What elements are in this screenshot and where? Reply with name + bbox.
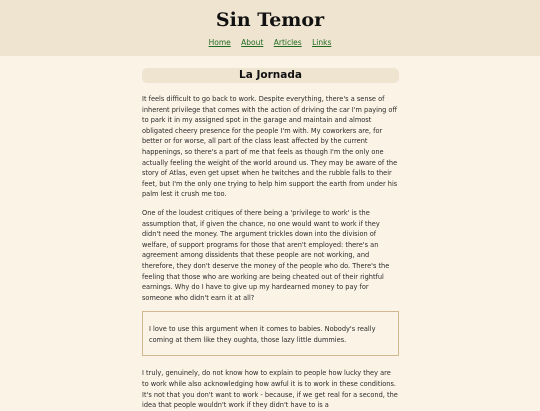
post-title-box xyxy=(142,68,399,83)
post-title: La Jornada xyxy=(239,69,302,81)
nav-link-articles[interactable]: Articles xyxy=(273,38,302,47)
article-paragraph: One of the loudest critiques of there being a 'privilege to work' is the assumption that, if given the chance, no one would want to work if they didn't need the money. The argument trickles down into the division of welfare, of support programs for those that aren't employed: there's an agreement among dissidents that these people are not working, and therefore, they don't deserve the money of the people who do. There's the feeling that those who are working are being cheated out of their rightful earnings. Why do I have to give up my hardearned money to pay for someone who didn't earn it at all? xyxy=(142,208,390,302)
article-paragraph: I truly, genuinely, do not know how to explain to people how lucky they are to work while also acknowledging how awful it is to work in these conditions. It's not that you don't want to work - because, if we get real for a second, the idea that people wouldn't work if they didn't have to is a xyxy=(142,369,398,410)
nav-link-home[interactable]: Home xyxy=(208,38,231,47)
site-title: Sin Temor xyxy=(215,9,325,31)
nav-link-links[interactable]: Links xyxy=(312,38,332,47)
site-header xyxy=(0,0,540,56)
article xyxy=(141,68,399,411)
main-nav xyxy=(0,38,540,48)
article-paragraph: It feels difficult to go back to work. Despite everything, there's a sense of inherent privilege that comes with the action of driving the car I'm paying off to park it in my assigned spot in the garage and maintain and almost obligated cheery presence for the people I'm with. My coworkers are, for better or for worse, all part of the class least affected by the current happenings, so there's a part of me that feels as though I'm the only one actually feeling the weight of the world around us. They may be aware of the story of Atlas, even get upset when he twitches and the rubble falls to their feet, but I'm the only one trying to help him support the earth from under his palm lest it crush me too. xyxy=(142,95,398,199)
blockquote: I love to use this argument when it comes to babies. Nobody's really coming at them like they oughta, those lazy little dummies. xyxy=(142,311,399,356)
nav-link-about[interactable]: About xyxy=(241,38,264,47)
